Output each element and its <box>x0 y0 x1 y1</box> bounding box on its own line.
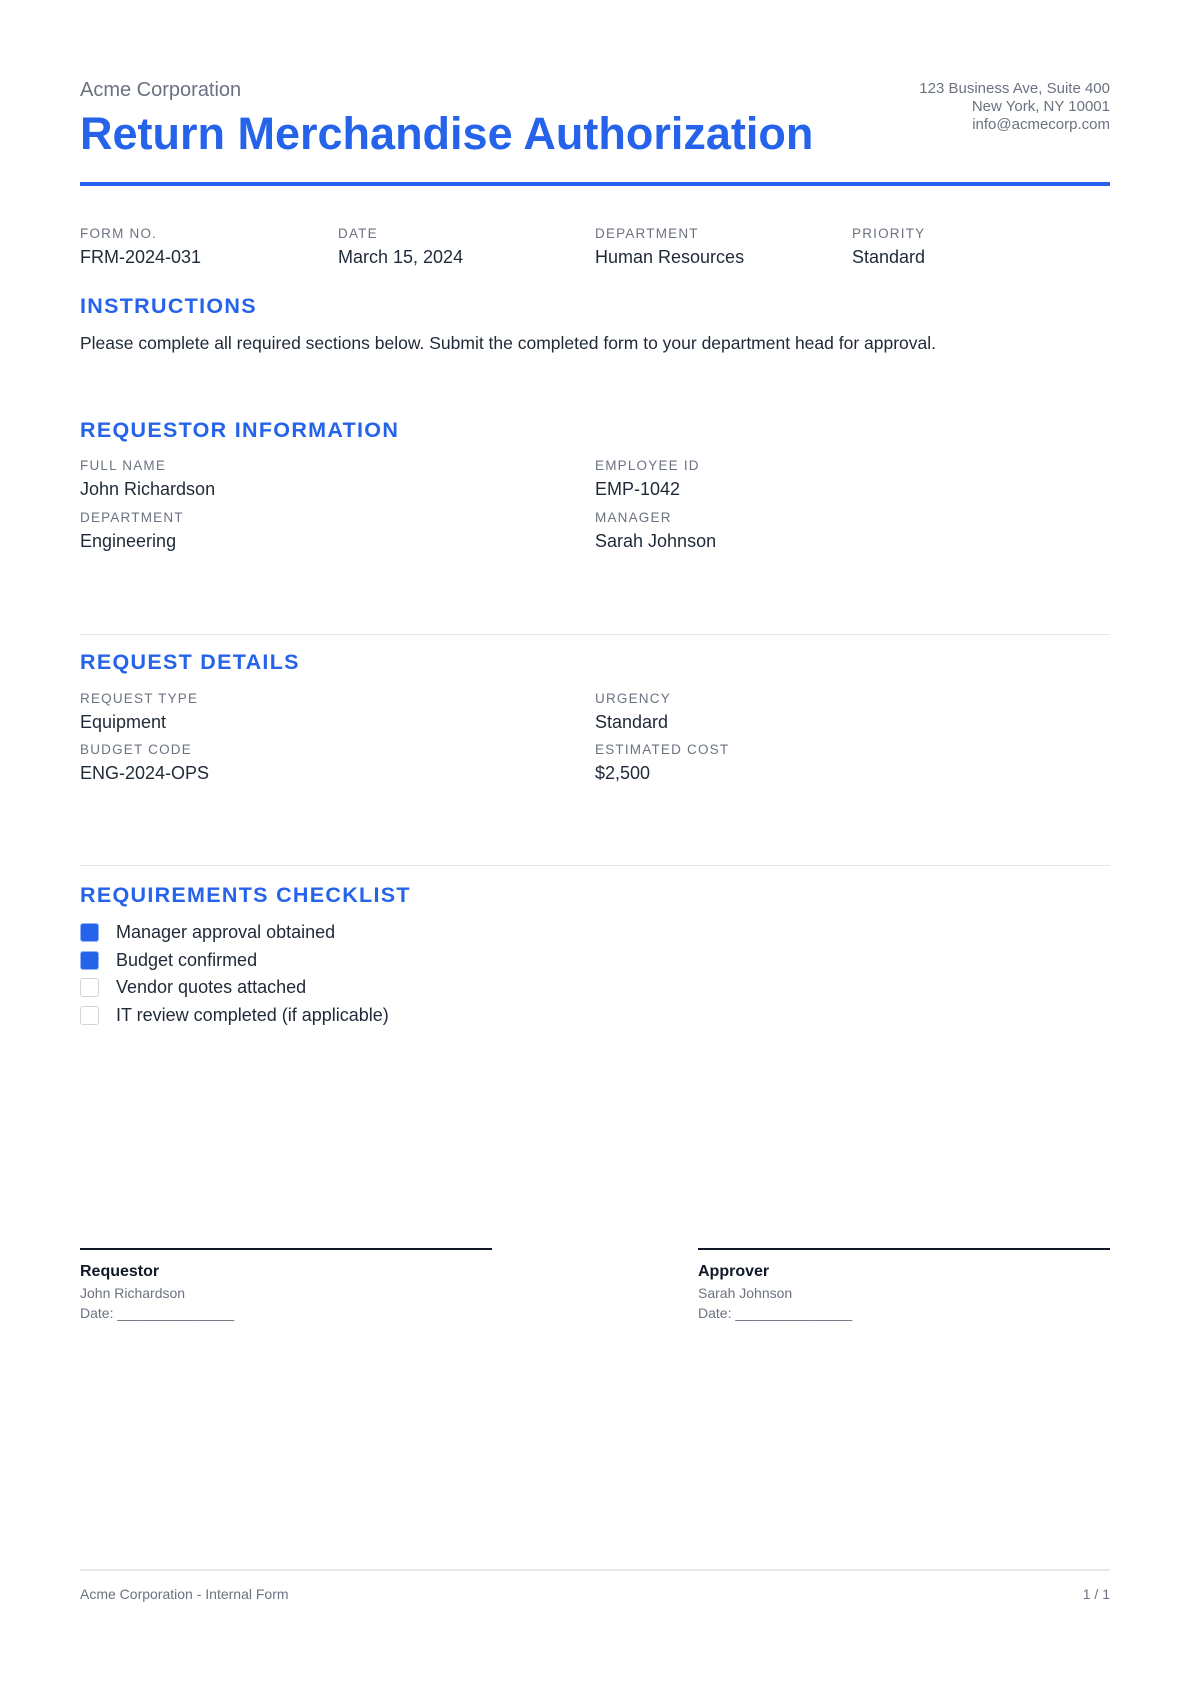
value: FRM-2024-031 <box>80 247 202 267</box>
field-urgency <box>595 691 671 733</box>
label: DATE <box>338 226 378 241</box>
field-manager <box>595 510 716 552</box>
field-full-name <box>80 458 215 500</box>
checkbox-checked[interactable] <box>80 923 99 942</box>
company-address <box>919 80 1110 134</box>
value: John Richardson <box>80 479 216 499</box>
field-estimated-cost <box>595 742 729 784</box>
field-department <box>80 510 184 552</box>
signature-role: Requestor <box>80 1263 160 1280</box>
label: DEPARTMENT <box>595 226 699 241</box>
instructions-heading: INSTRUCTIONS <box>80 294 257 318</box>
page-title: Return Merchandise Authorization <box>80 108 814 159</box>
address-line: 123 Business Ave, Suite 400 <box>919 80 1110 97</box>
label: FULL NAME <box>80 458 167 473</box>
value: EMP-1042 <box>595 479 681 499</box>
checkbox-unchecked[interactable] <box>80 978 99 997</box>
value: ENG-2024-OPS <box>80 763 210 783</box>
field-employee-id <box>595 458 700 500</box>
value: Engineering <box>80 531 177 551</box>
checklist-label: IT review completed (if applicable) <box>116 1005 389 1025</box>
signature-role: Approver <box>698 1263 770 1280</box>
checkbox-checked[interactable] <box>80 951 99 970</box>
field-budget-code <box>80 742 209 784</box>
meta-date <box>338 226 463 268</box>
address-line: New York, NY 10001 <box>971 98 1110 115</box>
signature-date: Date: _______________ <box>698 1305 853 1321</box>
checklist-label: Budget confirmed <box>116 950 258 970</box>
value: March 15, 2024 <box>338 247 464 267</box>
header-rule <box>80 182 1110 186</box>
meta-department <box>595 226 744 268</box>
label: REQUEST TYPE <box>80 691 199 706</box>
signature-requestor <box>80 1248 492 1321</box>
label: MANAGER <box>595 510 672 525</box>
section-divider <box>80 634 1110 635</box>
meta-priority <box>852 226 925 268</box>
value: Standard <box>595 712 669 732</box>
details-heading: REQUEST DETAILS <box>80 650 300 674</box>
instructions-text: Please complete all required sections below. Submit the completed form to your department head for approval. <box>80 333 937 353</box>
label: DEPARTMENT <box>80 510 184 525</box>
label: PRIORITY <box>852 226 926 241</box>
company-name: Acme Corporation <box>80 79 242 101</box>
checklist-item[interactable] <box>80 1005 389 1026</box>
signature-line <box>698 1248 1110 1250</box>
signature-date: Date: _______________ <box>80 1305 235 1321</box>
signature-line <box>80 1248 492 1250</box>
label: ESTIMATED COST <box>595 742 730 757</box>
email: info@acmecorp.com <box>972 116 1110 133</box>
signature-name: John Richardson <box>80 1285 186 1301</box>
footer-text: Acme Corporation - Internal Form <box>80 1586 289 1602</box>
value: Human Resources <box>595 247 745 267</box>
signature-name: Sarah Johnson <box>698 1285 793 1301</box>
label: FORM NO. <box>80 226 158 241</box>
checklist-label: Vendor quotes attached <box>116 977 307 997</box>
checklist-heading: REQUIREMENTS CHECKLIST <box>80 883 411 907</box>
value: Sarah Johnson <box>595 531 717 551</box>
value: Standard <box>852 247 926 267</box>
field-request-type <box>80 691 198 733</box>
value: $2,500 <box>595 763 651 783</box>
label: EMPLOYEE ID <box>595 458 700 473</box>
checklist-item[interactable] <box>80 977 306 998</box>
checklist-item[interactable] <box>80 950 257 971</box>
checklist-item[interactable] <box>80 922 335 943</box>
requestor-heading: REQUESTOR INFORMATION <box>80 418 400 442</box>
checklist-label: Manager approval obtained <box>116 922 336 942</box>
section-divider <box>80 865 1110 866</box>
label: URGENCY <box>595 691 671 706</box>
meta-form-no <box>80 226 201 268</box>
label: BUDGET CODE <box>80 742 192 757</box>
page-number: 1 / 1 <box>1082 1586 1110 1602</box>
checkbox-unchecked[interactable] <box>80 1006 99 1025</box>
value: Equipment <box>80 712 167 732</box>
signature-approver <box>698 1248 1110 1321</box>
footer-divider <box>80 1569 1110 1571</box>
